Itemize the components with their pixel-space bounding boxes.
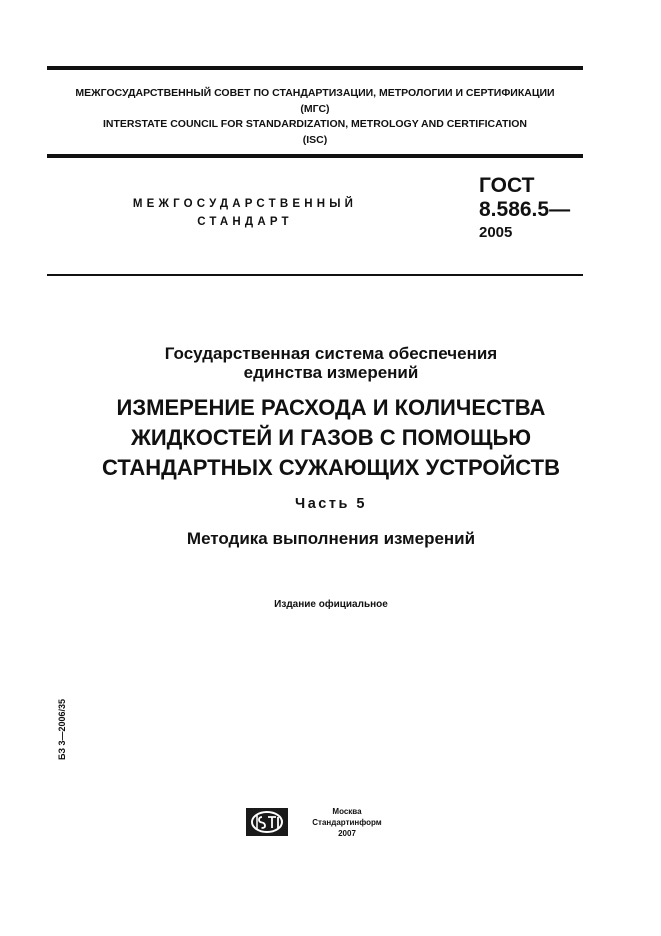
subtitle-line1: Государственная система обеспечения [164,344,498,363]
subtitle-line2: единства измерений [243,363,419,382]
margin-code: БЗ 3—2006/35 [57,698,67,760]
document-title [47,393,615,483]
publisher-name: Стандартинформ [312,818,382,827]
designation-year: 2005 [479,224,513,241]
standartinform-logo-icon [246,808,288,836]
council-abbr-en: (ISC) [302,133,328,146]
standard-type-line2: СТАНДАРТ [197,216,293,228]
publisher-city: Москва [332,807,362,816]
title-line3: СТАНДАРТНЫХ СУЖАЮЩИХ УСТРОЙСТВ [102,455,560,480]
council-name-en: INTERSTATE COUNCIL FOR STANDARDIZATION, METROLOGY AND CERTIFICATION [102,118,528,130]
designation-rule [47,274,583,276]
designation-prefix: ГОСТ [479,174,535,197]
council-abbr-ru: (МГС) [300,102,330,115]
publisher-info [302,806,392,839]
standard-designation [479,174,599,243]
title-line2: ЖИДКОСТЕЙ И ГАЗОВ С ПОМОЩЬЮ [130,425,532,450]
standard-type-line1: МЕЖГОСУДАРСТВЕННЫЙ [132,198,358,210]
part-title: Методика выполнения измерений [186,529,476,548]
edition-note: Издание официальное [274,599,388,610]
publisher-year: 2007 [338,829,356,838]
top-rule [47,66,583,70]
council-name-ru: МЕЖГОСУДАРСТВЕННЫЙ СОВЕТ ПО СТАНДАРТИЗАЦИИ, МЕТРОЛОГИИ И СЕРТИФИКАЦИИ [75,87,555,99]
council-header [47,86,583,148]
designation-number: 8.586.5— [479,198,571,221]
council-rule [47,154,583,158]
title-line1: ИЗМЕРЕНИЕ РАСХОДА И КОЛИЧЕСТВА [116,395,546,420]
standard-type [100,195,390,231]
part-number: Часть 5 [295,496,367,512]
series-subtitle [47,344,615,382]
